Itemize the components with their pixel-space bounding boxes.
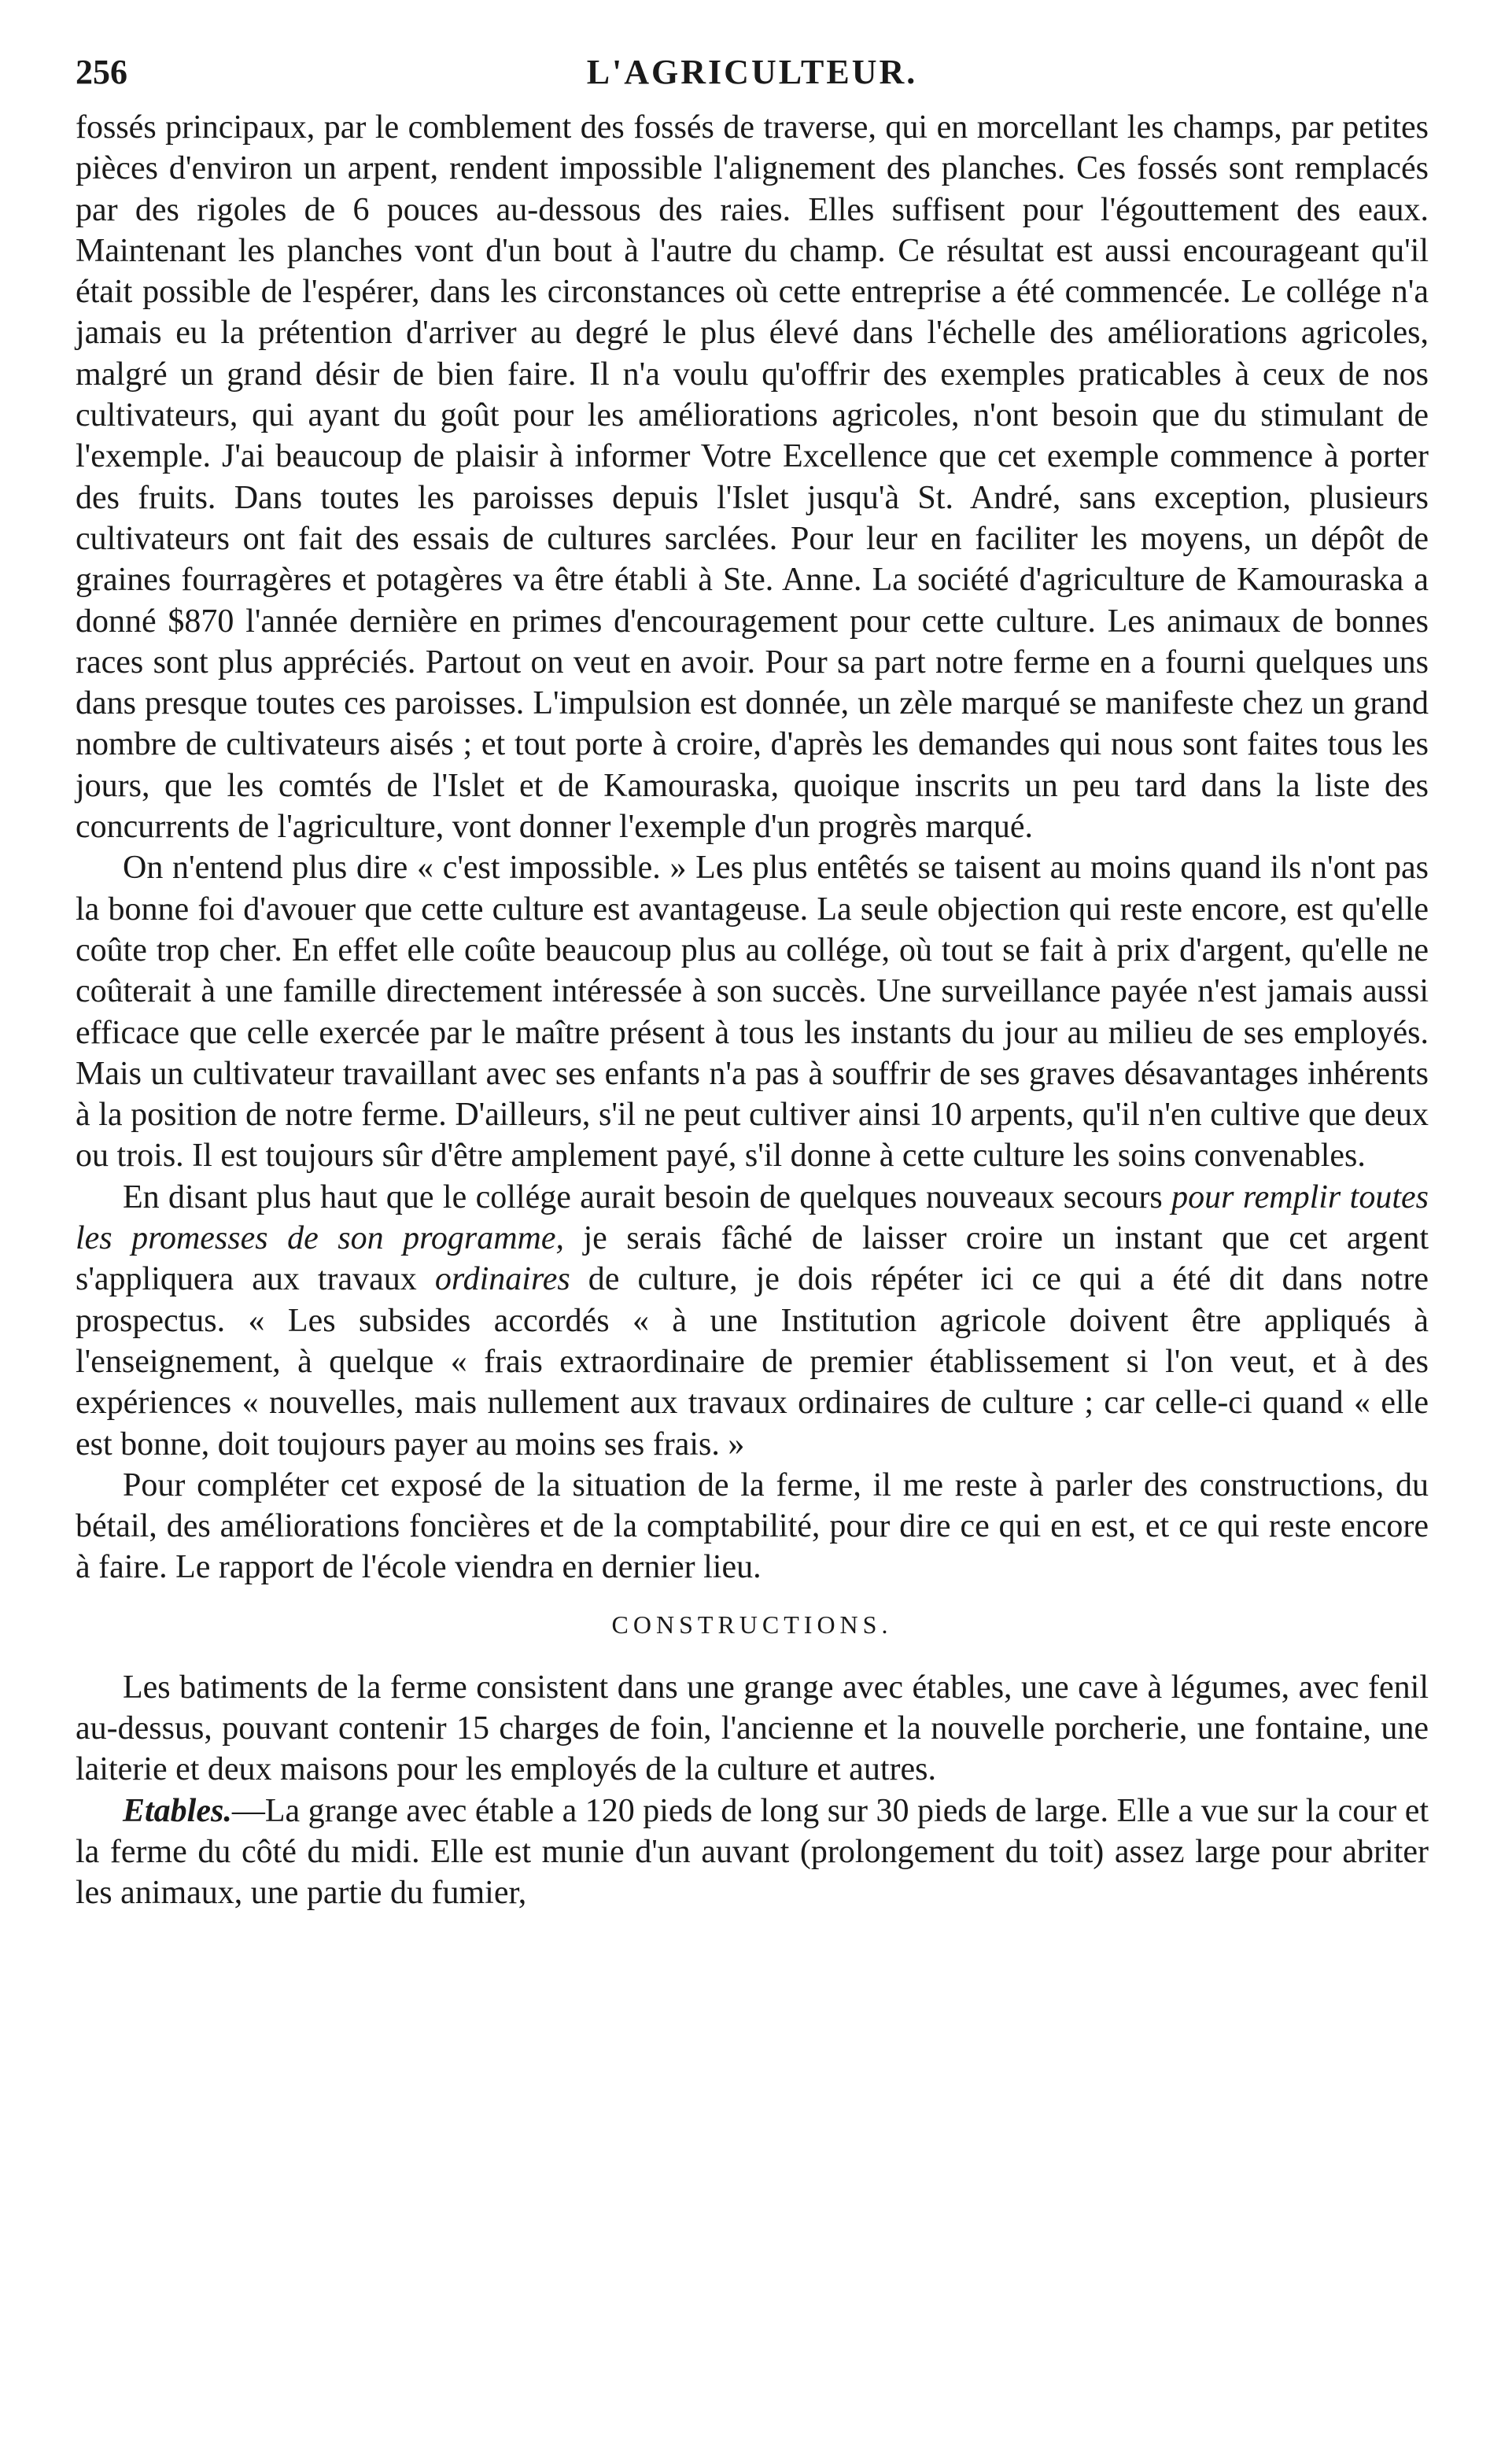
paragraph-2: On n'entend plus dire « c'est impossible. » Les plus entêtés se taisent au moins quand ils n'ont pas la bonne foi d'avouer que cette culture est avantageuse. La seule objection qui reste encore, est qu'elle coûte trop cher. En effet elle coûte beaucoup plus au collége, où tout se fait à prix d'argent, qu'elle ne coûterait à une famille directement intéressée à son succès. Une surveillance payée n'est jamais aussi efficace que celle exercée par le maître présent à tous les instants du jour au milieu de ses employés. Mais un cultivateur travaillant avec ses enfants n'a pas à souffrir de ses graves désavantages inhérents à la position de notre ferme. D'ailleurs, s'il ne peut cultiver ainsi 10 arpents, qu'il n'en cultive que deux ou trois. Il est toujours sûr d'être amplement payé, s'il donne à cette culture les soins convenables. [76, 850, 1429, 1175]
paragraph-4: Pour compléter cet exposé de la situation de la ferme, il me reste à parler des constructions, du bétail, des améliorations foncières et de la comptabilité, pour dire ce qui en est, et ce qui reste encore à faire. Le rapport de l'école viendra en dernier lieu. [76, 1466, 1429, 1586]
paragraph-6 [76, 1791, 1429, 1914]
paragraph-6-text: —La grange avec étable a 120 pieds de long sur 30 pieds de large. Elle a vue sur la cour et la ferme du côté du midi. Elle est munie d'un auvant (prolongement du toit) assez large pour abriter les animaux, une partie du fumier, [76, 1792, 1429, 1912]
paragraph-3-part-1: En disant plus haut que le collége aurait besoin de quelques nouveaux secours [123, 1179, 1172, 1215]
paragraph-1: fossés principaux, par le comblement des fossés de traverse, qui en morcellant les champs, par petites pièces d'environ un arpent, rendent impossible l'alignement des planches. Ces fossés sont remplacés par des rigoles de 6 pouces au-dessous des raies. Elles suffisent pour l'égouttement des eaux. Maintenant les planches vont d'un bout à l'autre du champ. Ce résultat est aussi encourageant qu'il était possible de l'espérer, dans les circonstances où cette entreprise a été commencée. Le collége n'a jamais eu la prétention d'arriver au degré le plus élevé dans l'échelle des améliorations agricoles, malgré un grand désir de bien faire. Il n'a voulu qu'offrir des exemples praticables à ceux de nos cultivateurs, qui ayant du goût pour les améliorations agricoles, n'ont besoin que du stimulant de l'exemple. J'ai beaucoup de plaisir à informer Votre Excellence que cet exemple commence à porter des fruits. Dans toutes les paroisses depuis l'Islet jusqu'à St. André, sans exception, plusieurs cultivateurs ont fait des essais de cultures sarclées. Pour leur en faciliter les moyens, un dépôt de graines fourragères et potagères va être établi à Ste. Anne. La société d'agriculture de Kamouraska a donné $870 l'année dernière en primes d'encouragement pour cette culture. Les animaux de bonnes races sont plus appréciés. Partout on veut en avoir. Pour sa part notre ferme en a fourni quelques uns dans presque toutes ces paroisses. L'impulsion est donnée, un zèle marqué se manifeste chez un grand nombre de cultivateurs aisés ; et tout porte à croire, d'après les demandes qui nous sont faites tous les jours, que les comtés de l'Islet et de Kamouraska, quoique inscrits un peu tard dans la liste des concurrents de l'agriculture, vont donner l'exemple d'un progrès marqué. [76, 109, 1429, 846]
paragraph-3 [76, 1177, 1429, 1465]
page-header [76, 44, 1429, 107]
entry-term: Etables. [123, 1792, 232, 1829]
paragraph-3-italic-2: ordinaires [434, 1261, 570, 1298]
page [76, 44, 1429, 1913]
body-text [76, 107, 1429, 1913]
page-number: 256 [76, 53, 127, 91]
paragraph-3-italic-1: pour remplir toutes les promesses de son programme, [76, 1179, 1429, 1257]
paragraph-5: Les batiments de la ferme consistent dans une grange avec étables, une cave à légumes, avec fenil au-dessus, pouvant contenir 15 charges de foin, l'ancienne et la nouvelle porcherie, une fontaine, une laiterie et deux maisons pour les employés de la culture et autres. [76, 1669, 1429, 1788]
running-title: L'AGRICULTEUR. [586, 53, 918, 91]
section-heading: CONSTRUCTIONS. [611, 1610, 893, 1639]
paragraph-3-part-2: je serais fâché de laisser croire un instant que cet argent s'appliquera aux travaux [76, 1220, 1429, 1298]
paragraph-3-part-3: de culture, je dois répéter ici ce qui a été dit dans notre prospectus. « Les subsides accordés « à une Institution agricole doivent être appliqués à l'enseignement, à quelque « frais extraordinaire de premier établissement si l'on veut, et à des expériences « nouvelles, mais nullement aux travaux ordinaires de culture ; car celle-ci quand « elle est bonne, doit toujours payer au moins ses frais. » [76, 1261, 1429, 1463]
